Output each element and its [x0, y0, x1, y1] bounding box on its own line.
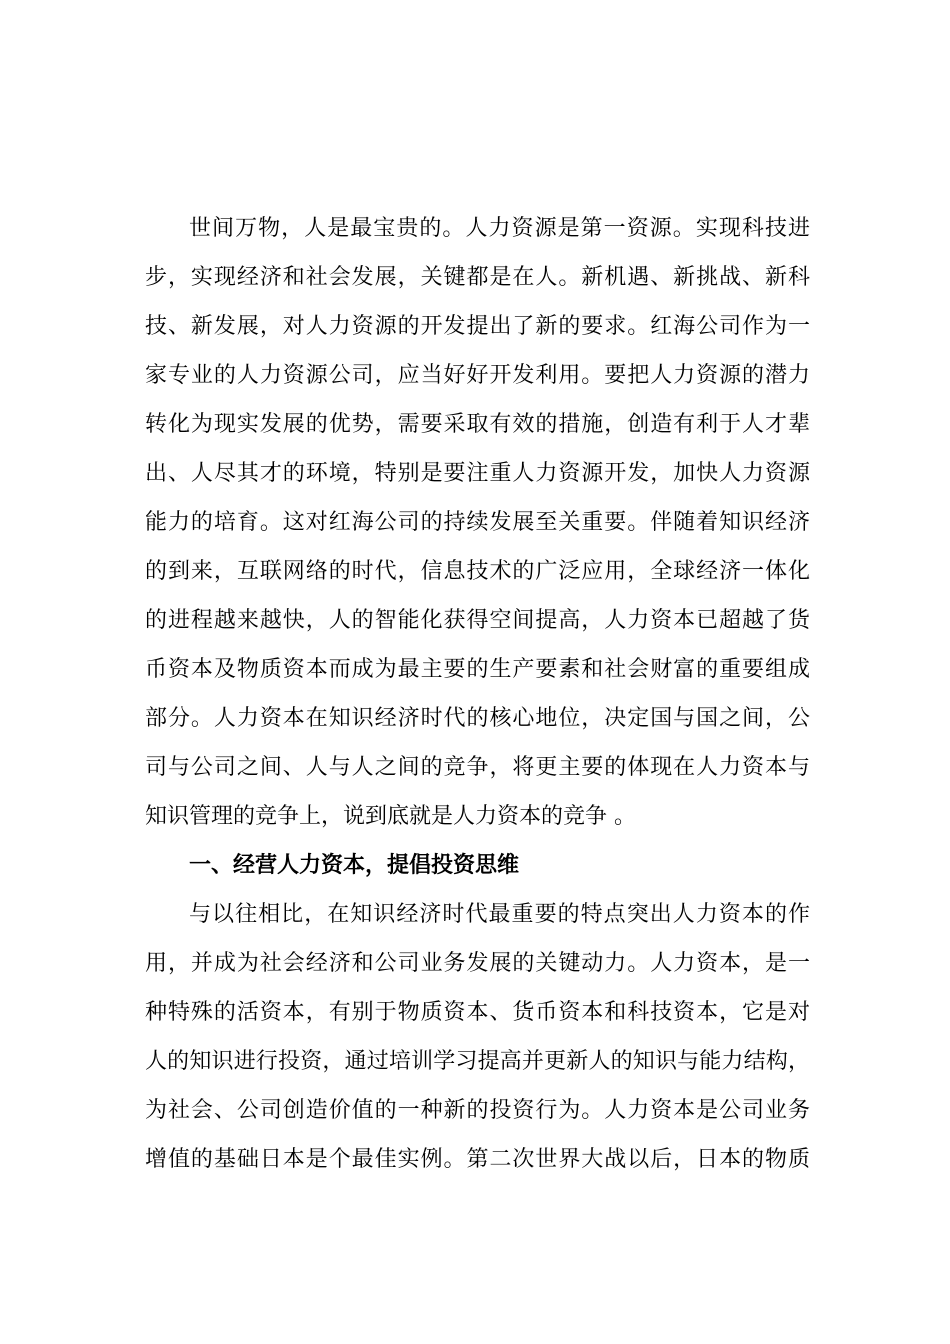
document-body [145, 204, 810, 1184]
paragraph-line: 家专业的人力资源公司，应当好好开发利用。要把人力资源的潜力 [145, 363, 810, 388]
paragraph-line: 种特殊的活资本，有别于物质资本、货币资本和科技资本，它是对 [145, 1000, 810, 1025]
paragraph-line: 世间万物，人是最宝贵的。人力资源是第一资源。实现科技进 [189, 216, 810, 241]
paragraph-line: 部分。人力资本在知识经济时代的核心地位，决定国与国之间，公 [145, 706, 810, 731]
paragraph-line: 为社会、公司创造价值的一种新的投资行为。人力资本是公司业务 [145, 1098, 810, 1123]
paragraph-line: 增值的基础日本是个最佳实例。第二次世界大战以后，日本的物质 [145, 1147, 810, 1172]
paragraph-line: 人的知识进行投资，通过培训学习提高并更新人的知识与能力结构， [145, 1049, 810, 1074]
paragraph-line: 与以往相比，在知识经济时代最重要的特点突出人力资本的作 [189, 902, 810, 927]
paragraph-line: 的进程越来越快，人的智能化获得空间提高，人力资本已超越了货 [145, 608, 810, 633]
paragraph-line: 司与公司之间、人与人之间的竞争，将更主要的体现在人力资本与 [145, 755, 810, 780]
paragraph-line: 技、新发展，对人力资源的开发提出了新的要求。红海公司作为一 [145, 314, 810, 339]
paragraph-line: 的到来，互联网络的时代，信息技术的广泛应用，全球经济一体化 [145, 559, 810, 584]
section-heading: 一、经营人力资本，提倡投资思维 [189, 852, 520, 878]
paragraph-line: 步，实现经济和社会发展，关键都是在人。新机遇、新挑战、新科 [145, 265, 810, 290]
paragraph-line: 能力的培育。这对红海公司的持续发展至关重要。伴随着知识经济 [145, 510, 810, 535]
paragraph-line: 知识管理的竞争上，说到底就是人力资本的竞争 。 [145, 804, 636, 829]
paragraph-line: 用，并成为社会经济和公司业务发展的关键动力。人力资本，是一 [145, 951, 810, 976]
paragraph-line: 币资本及物质资本而成为最主要的生产要素和社会财富的重要组成 [145, 657, 810, 682]
paragraph-line: 出、人尽其才的环境，特别是要注重人力资源开发，加快人力资源 [145, 461, 810, 486]
paragraph-line: 转化为现实发展的优势，需要采取有效的措施，创造有利于人才辈 [145, 412, 810, 437]
